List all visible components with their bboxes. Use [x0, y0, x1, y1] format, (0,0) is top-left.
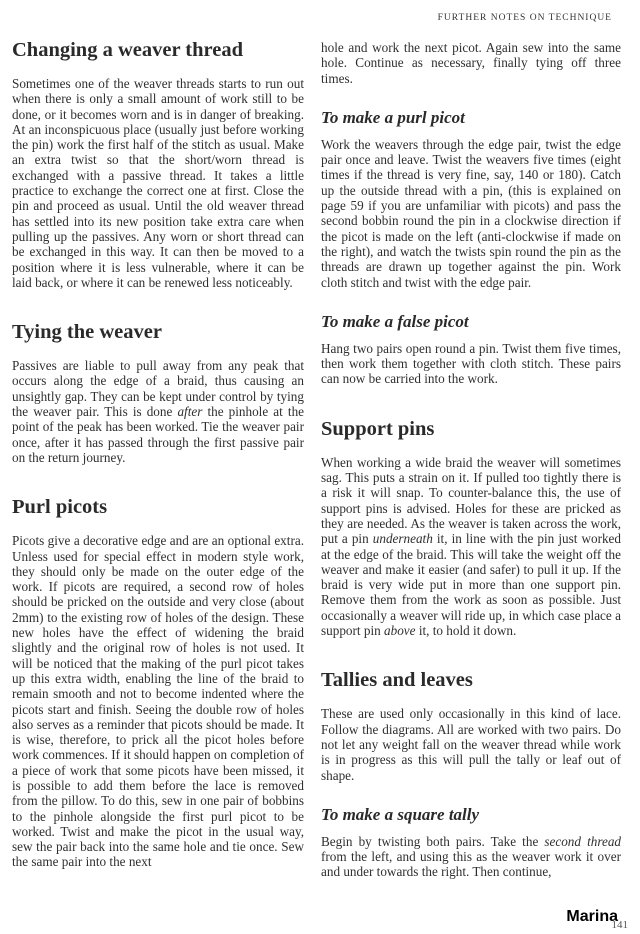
text-run: When working a wide braid the weaver will sometimes sag. This puts a strain on it. If pulled too tightly there is a risk it will snap. To counter-balance this, the use of support pins is advised. Holes for these are pricked as they are needed. As the weaver is taken across the work, put a pin — [321, 454, 621, 547]
paragraph — [321, 455, 621, 639]
section-make-purl-picot — [321, 108, 621, 290]
section-heading: Changing a weaver thread — [12, 39, 244, 61]
section-heading: Tying the weaver — [12, 321, 162, 344]
emphasis: underneath — [372, 531, 433, 547]
paragraph: Hang two pairs open round a pin. Twist them five times, then work them together with cloth stitch. These pairs can now be carried into the work. — [321, 340, 621, 387]
paragraph: Sometimes one of the weaver threads starts to run out when there is only a small amount of work still to be done, or it becomes worn and is in danger of breaking. At an inconspicuous place (usually just before working the pin) work the first half of the stitch as usual. Make an extra twist so that the short/worn thread is exchanged with a passive thread. It takes a little practice to exchange the correct one at first. Close the pin and proceed as usual. Until the old weaver thread has settled into its new position take extra care when pulling up the passives. Any worn or short thread can be exchanged in this way. It can then be moved to a position where it is less vulnerable, where it can be laid back, or where it can be renewed less noticeably. — [12, 76, 304, 290]
running-head: FURTHER NOTES ON TECHNIQUE — [437, 13, 612, 23]
paragraph: These are used only occasionally in this kind of lace. Follow the diagrams. All are worked with two pairs. Do not let any weight fall on the weaver thread while work is in progress as this will pull the tally or leaf out of shape. — [321, 706, 621, 783]
text-run: it, in line with the pin just worked at the edge of the braid. This will take the weight off the weaver and make it easier (and safer) to pull it up. If the braid is very wide put in more than one support pin. Remove them from the work as soon as possible. Just occasionally a weaver will ride up, in which case place a support pin — [321, 531, 621, 639]
paragraph — [12, 358, 304, 465]
left-column — [12, 38, 304, 900]
section-purl-picots — [12, 495, 304, 870]
paragraph: Picots give a decorative edge and are an optional extra. Unless used for special effect in modern style work, they should only be made on the outer edge of the work. If picots are required, a second row of holes should be pricked on the outside and very close (about 2mm) to the existing row of holes of the design. These new holes have the effect of widening the braid slightly and the original row of holes is not used. It will be noticed that the making of the purl picot takes up this extra width, enabling the line of the braid to remain smooth and not to become indented where the picots start and finish. Seeing the double row of holes also serves as a reminder that picots should be made. It is wise, therefore, to prick all the picot holes before work commences. If it should happen on completion of a piece of work that some picots have been missed, it is possible to add them before the lace is removed from the pillow. To do this, sew in one pair of bobbins to the pinhole alongside the first purl picot to be worked. Twist and make the picot in the usual way, sew the pair back into the same hole and tie once. Sew the same pair into the next — [12, 533, 304, 870]
section-make-false-picot — [321, 312, 621, 387]
section-support-pins — [321, 417, 621, 639]
text-run: Begin by twisting both pairs. Take the — [321, 833, 545, 849]
section-heading: Tallies and leaves — [321, 669, 473, 692]
text-run: the pinhole at the point of the peak has been worked. Tie the weaver pair once, after it has passed through the first passive pair on the return journey. — [12, 404, 305, 465]
section-make-square-tally — [321, 805, 621, 880]
right-column — [321, 40, 621, 910]
section-heading: Support pins — [321, 417, 435, 440]
section-changing-weaver-thread — [12, 38, 304, 290]
paragraph: Work the weavers through the edge pair, twist the edge pair once and leave. Twist the weavers five times (eight times if the thread is very fine, say, 140 or 180). Catch up the outside thread with a pin, (this is explained on page 59 if you are unfamiliar with picots) and pass the second bobbin round the pin in a clockwise direction if the picot is made on the left (anti-clockwise if made on the right), and watch the twists spin round the pin as the threads are drawn up together against the pin. Work cloth stitch and twist with the edge pair. — [321, 136, 621, 290]
paragraph: hole and work the next picot. Again sew into the same hole. Continue as necessary, finally tying off three times. — [321, 40, 621, 86]
text-run: Passives are liable to pull away from any peak that occurs along the edge of a braid, thus causing an unsightly gap. They can be kept under control by tying the weaver pair. This is done — [12, 358, 304, 420]
continued-paragraph — [321, 40, 621, 86]
emphasis: above — [384, 623, 416, 639]
subsection-heading: To make a square tally — [321, 804, 480, 824]
subsection-heading: To make a false picot — [321, 311, 469, 331]
paragraph — [321, 834, 621, 880]
section-heading: Purl picots — [12, 496, 108, 519]
watermark: Marina — [566, 908, 618, 925]
section-tying-the-weaver — [12, 320, 304, 465]
text-run: from the left, and using this as the weaver work it over and under towards the right. Then continue, — [321, 849, 621, 880]
emphasis: after — [177, 404, 203, 420]
emphasis: second thread — [544, 833, 622, 849]
subsection-heading: To make a purl picot — [321, 107, 465, 127]
section-tallies-and-leaves — [321, 668, 621, 782]
text-run: it, to hold it down. — [415, 623, 517, 639]
page-number: 141 — [611, 919, 628, 931]
